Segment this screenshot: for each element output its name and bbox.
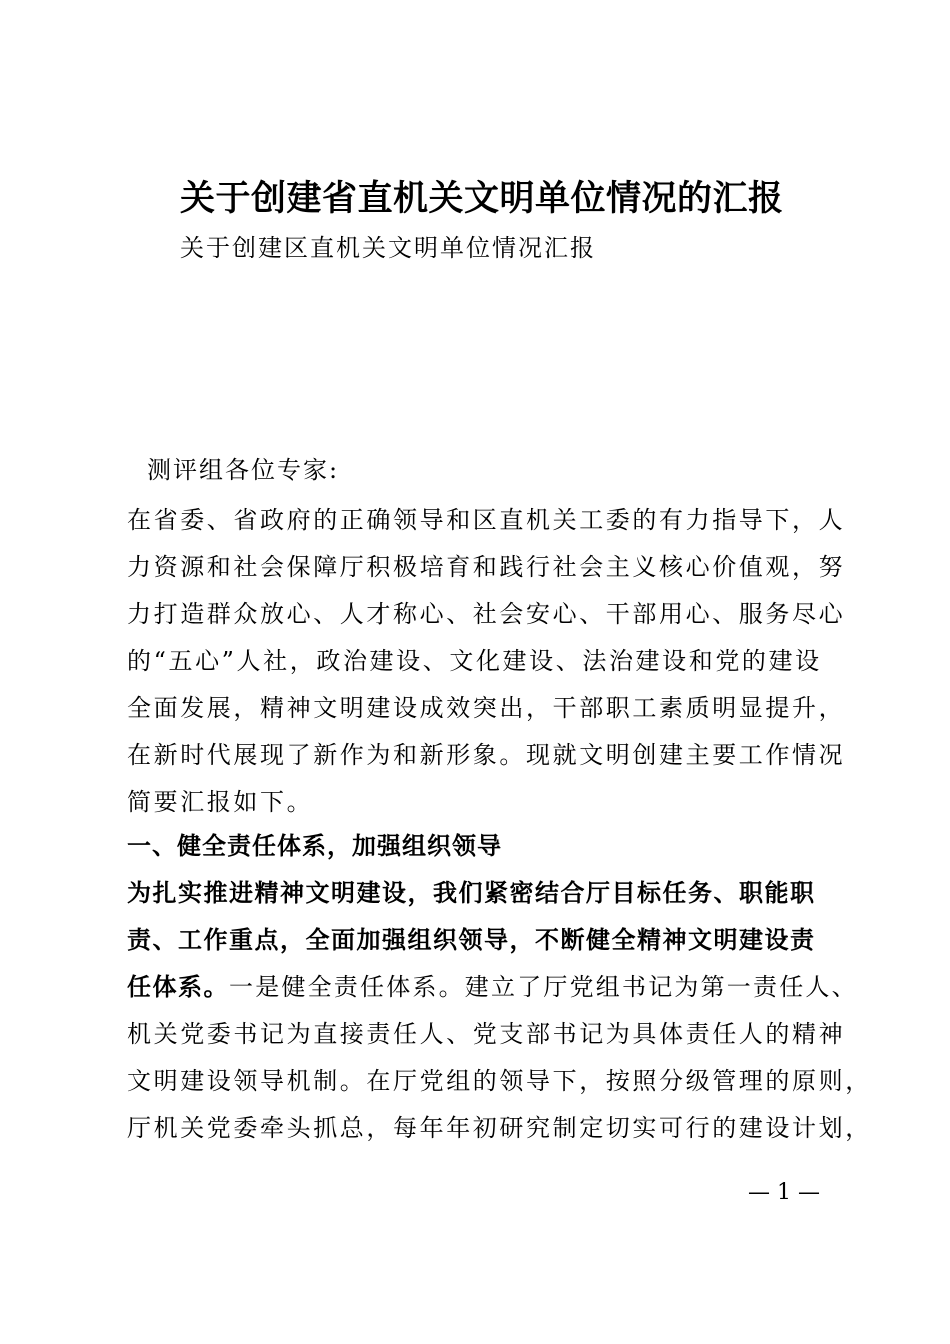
section-mixed-line xyxy=(127,969,858,1005)
intro-line: 的“五心”人社，政治建设、文化建设、法治建设和党的建设 xyxy=(127,647,822,675)
section-bold-line: 为扎实推进精神文明建设，我们紧密结合厅目标任务、职能职 xyxy=(127,879,816,907)
section-heading: 一、健全责任体系，加强组织领导 xyxy=(127,832,502,860)
intro-line: 力资源和社会保障厅积极培育和践行社会主义核心价值观，努 xyxy=(127,553,846,581)
section-line: 文明建设领导机制。在厅党组的领导下，按照分级管理的原则， xyxy=(127,1067,872,1095)
section-bold-run: 任体系。 xyxy=(127,973,229,1001)
intro-line: 在省委、省政府的正确领导和区直机关工委的有力指导下，人 xyxy=(127,506,846,534)
document-title: 关于创建省直机关文明单位情况的汇报 xyxy=(180,178,784,219)
document-subtitle: 关于创建区直机关文明单位情况汇报 xyxy=(180,234,596,262)
section-line: 机关党委书记为直接责任人、党支部书记为具体责任人的精神 xyxy=(127,1020,846,1048)
section-line: 厅机关党委牵头抓总，每年年初研究制定切实可行的建设计划， xyxy=(127,1114,872,1142)
salutation: 测评组各位专家: xyxy=(147,456,340,484)
intro-line: 简要汇报如下。 xyxy=(127,788,314,816)
intro-line: 全面发展，精神文明建设成效突出，干部职工素质明显提升， xyxy=(127,694,846,722)
section-normal-run: 一是健全责任体系。建立了厅党组书记为第一责任人、 xyxy=(229,973,858,1001)
page-number: — 1 — xyxy=(748,1180,820,1205)
intro-line: 在新时代展现了新作为和新形象。现就文明创建主要工作情况 xyxy=(127,741,846,769)
intro-line: 力打造群众放心、人才称心、社会安心、干部用心、服务尽心 xyxy=(127,600,846,628)
section-bold-line: 责、工作重点，全面加强组织领导，不断健全精神文明建设责 xyxy=(127,926,816,954)
